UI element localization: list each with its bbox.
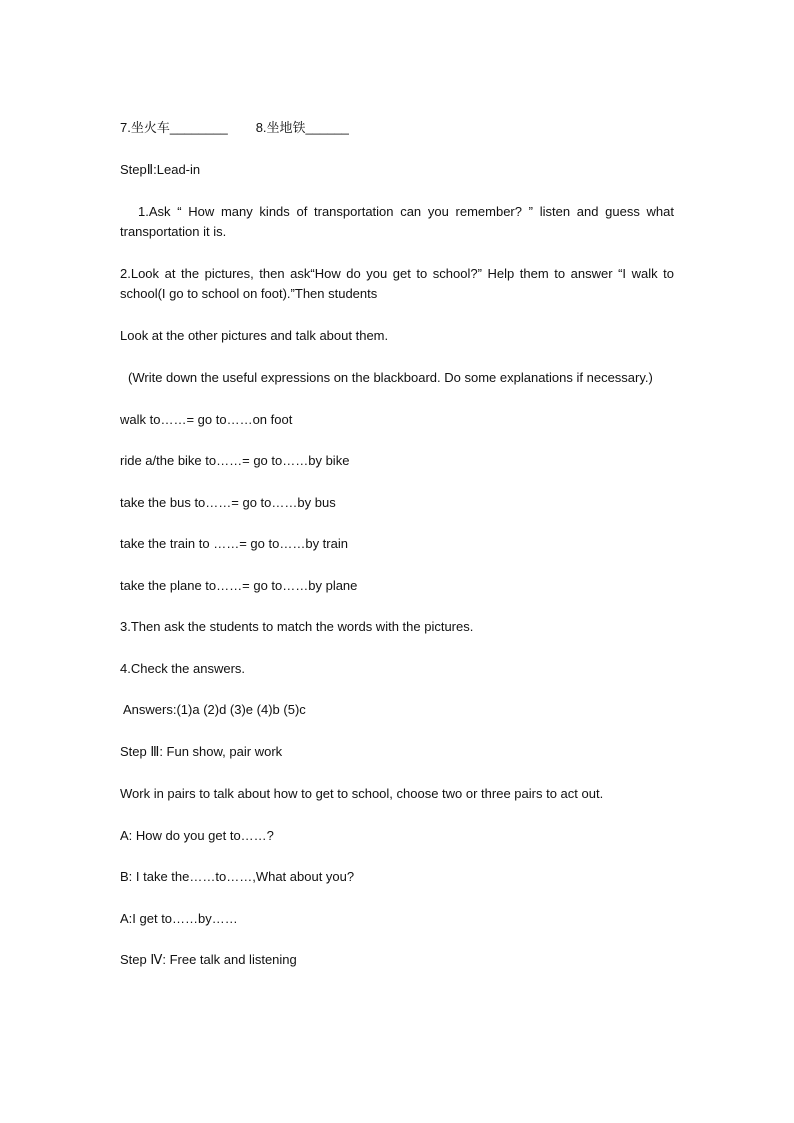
answers-line: Answers:(1)a (2)d (3)e (4)b (5)c: [123, 702, 306, 717]
paragraph-pair-work: Work in pairs to talk about how to get to school, choose two or three pairs to act out.: [120, 786, 604, 801]
dialog-line-a1: A: How do you get to……?: [120, 828, 274, 843]
vocab-item-7: 7.坐火车________: [120, 120, 228, 135]
vocab-row: [120, 118, 674, 138]
paragraph-other-pictures: Look at the other pictures and talk about them.: [120, 328, 389, 343]
step-4-heading: Step Ⅳ: Free talk and listening: [120, 952, 297, 967]
expression-train: take the train to ……= go to……by train: [120, 536, 348, 551]
dialog-line-b: B: I take the……to……,What about you?: [120, 869, 355, 884]
dialog-line-a2: A:I get to……by……: [120, 911, 238, 926]
vocab-item-8: 8.坐地铁______: [255, 120, 349, 135]
paragraph-look-pictures: 2.Look at the pictures, then ask“How do you get to school?” Help them to answer “I walk to school(I go to school on foot).”Then students: [120, 266, 674, 301]
expression-bus: take the bus to……= go to……by bus: [120, 495, 336, 510]
paragraph-ask: 1.Ask “ How many kinds of transportation can you remember? ” listen and guess what transportation it is.: [120, 204, 674, 239]
step-2-heading: StepⅡ:Lead-in: [120, 162, 201, 177]
step-3-heading: Step Ⅲ: Fun show, pair work: [120, 744, 283, 759]
expression-plane: take the plane to……= go to……by plane: [120, 578, 358, 593]
paragraph-match: 3.Then ask the students to match the words with the pictures.: [120, 619, 474, 634]
expression-walk: walk to……= go to……on foot: [120, 412, 293, 427]
expression-bike: ride a/the bike to……= go to……by bike: [120, 453, 350, 468]
paragraph-check: 4.Check the answers.: [120, 661, 246, 676]
paragraph-blackboard-note: (Write down the useful expressions on the blackboard. Do some explanations if necessary.): [128, 370, 653, 385]
